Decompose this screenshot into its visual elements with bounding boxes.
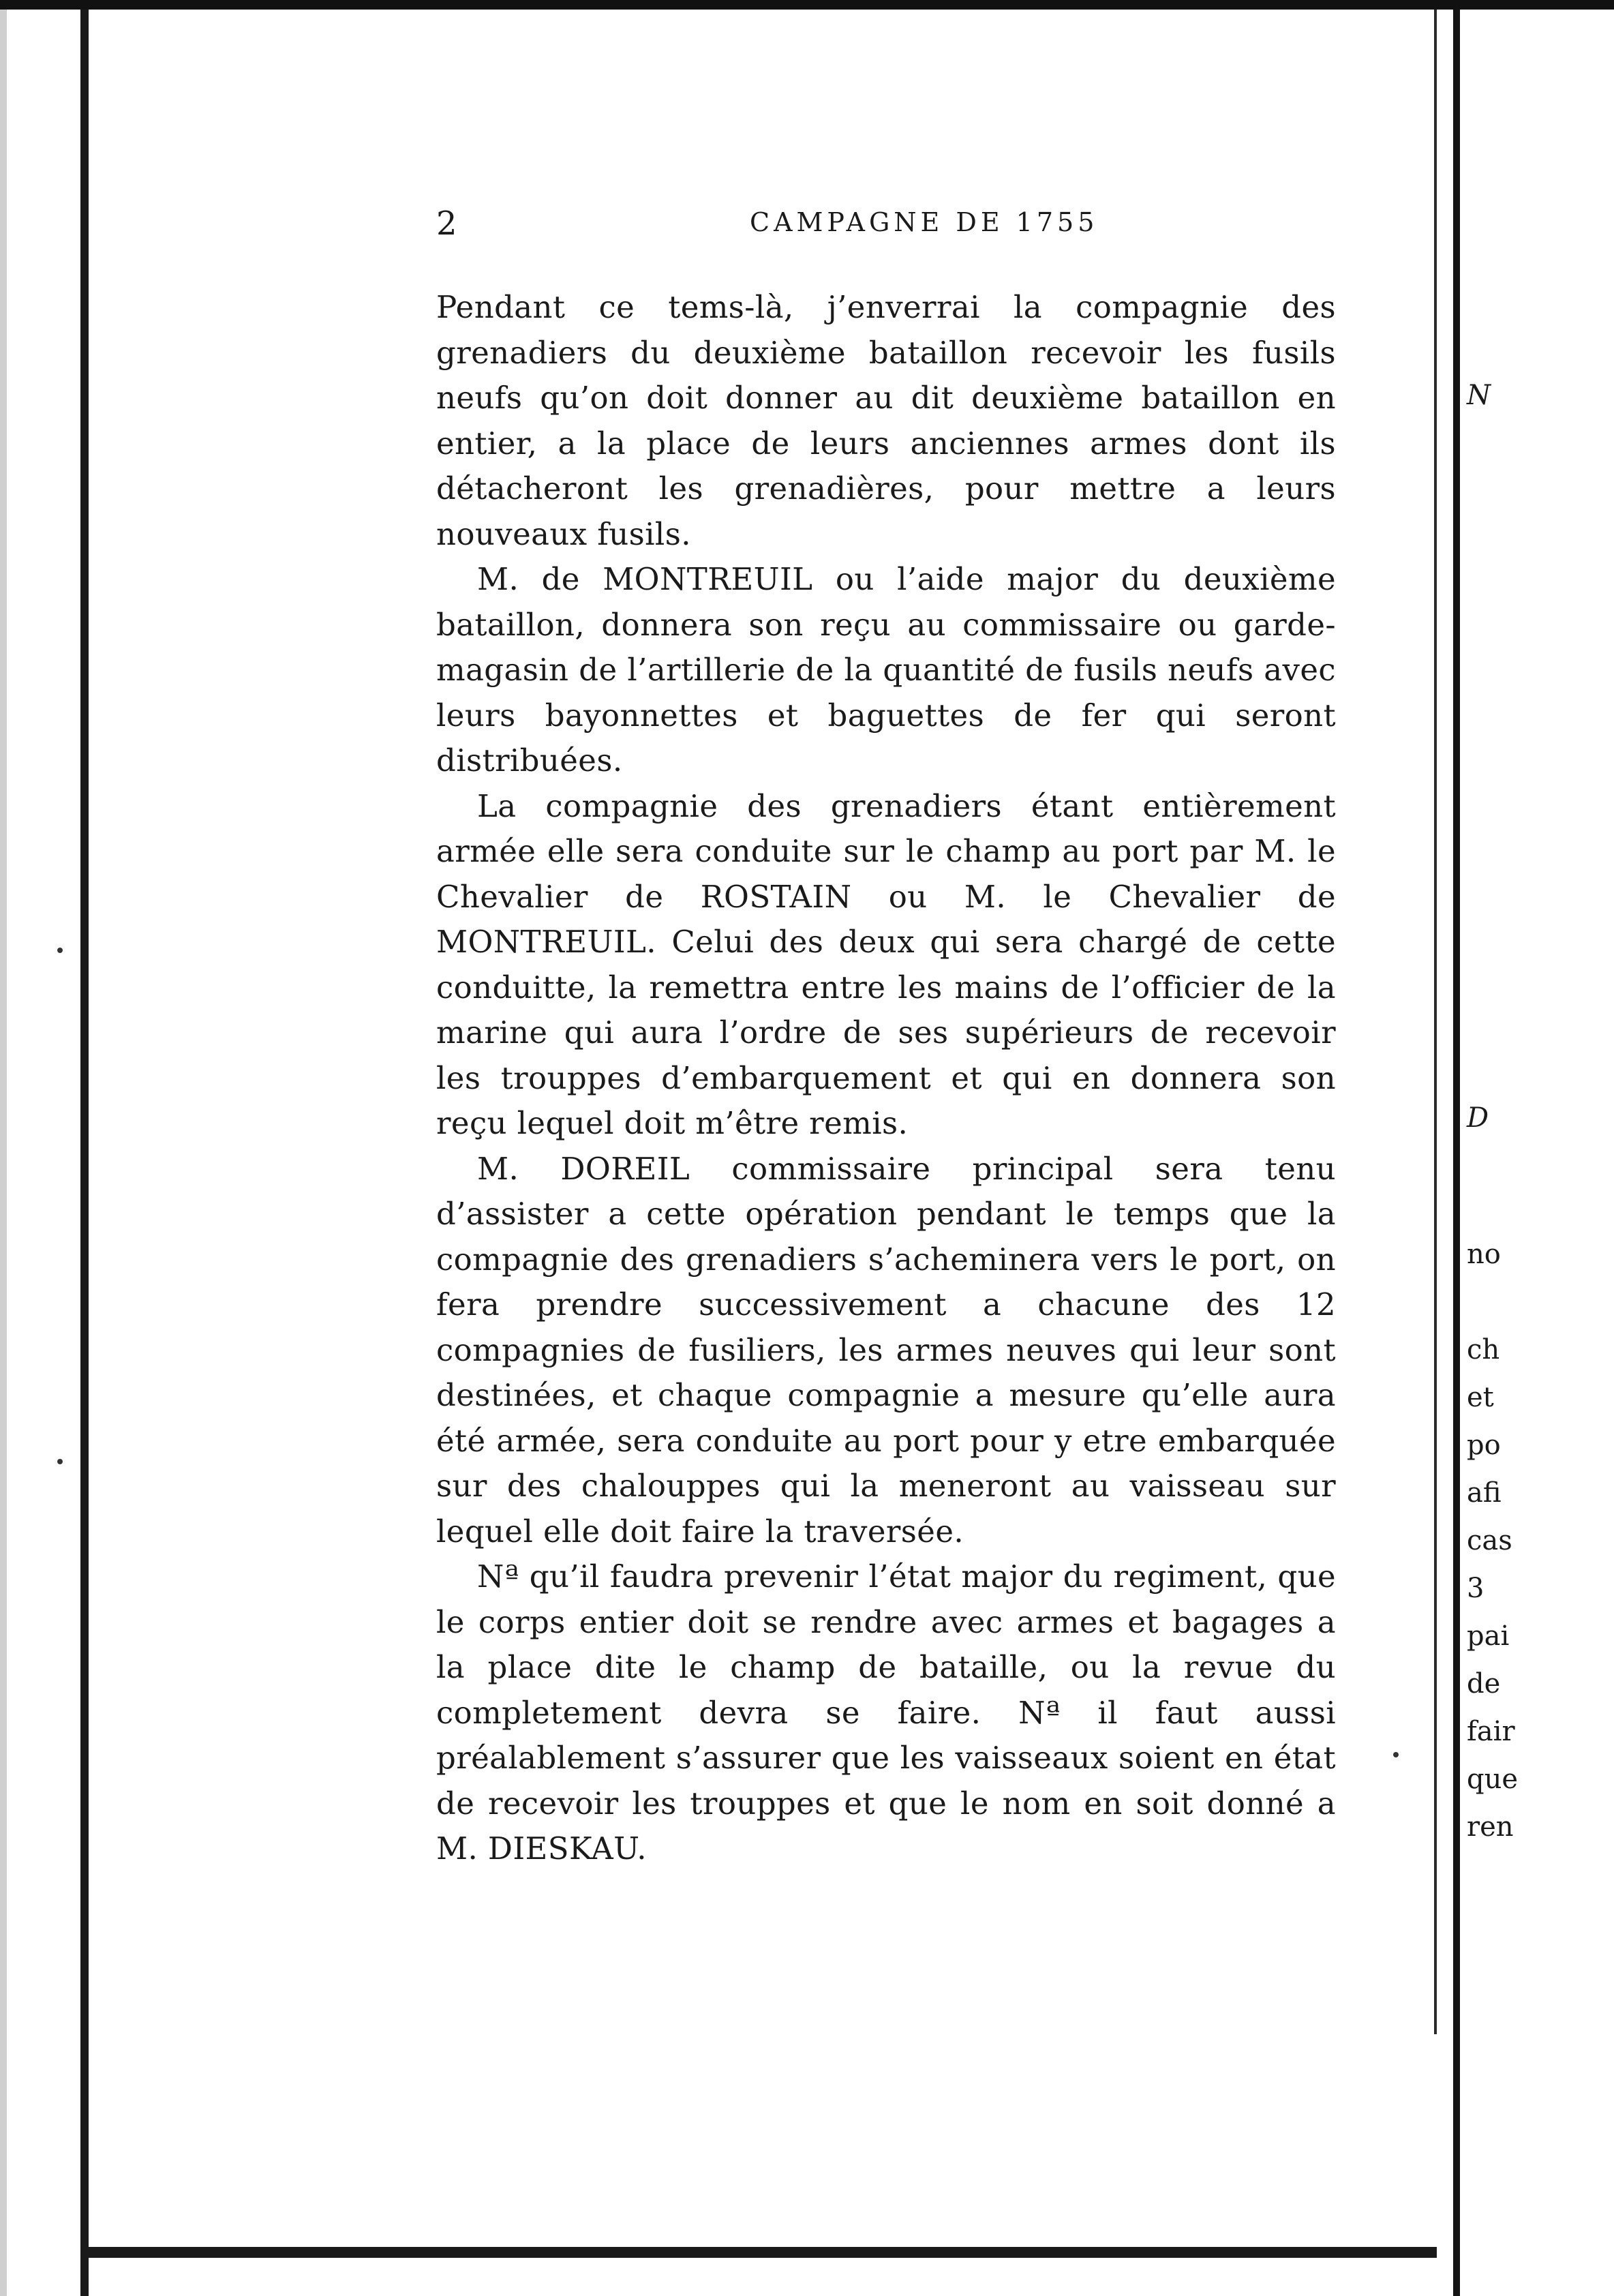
paragraph: M. DOREIL commissaire principal sera tenu d’assister a cette opération pendant le temps que la compagnie des grenadiers s’acheminera vers le port, on fera prendre successivement a chacune des 12 compagnies de fusiliers, les armes neuves qui leur sont destinées, et chaque compagnie a mesure qu’elle aura été armée, sera conduite au port pour y etre embarquée sur des chalouppes qui la meneront au vaisseau sur lequel elle doit faire la traversée. [436,1150,1336,1550]
scan-speck [1393,1752,1399,1757]
paragraph: M. de MONTREUIL ou l’aide major du deuxième bataillon, donnera son reçu au commissaire ou garde-magasin de l’artillerie de la quantité de fusils neufs avec leurs bayonnettes et baguettes de fer qui seront distribuées. [436,561,1336,779]
facing-page-fragment: D [1467,1102,1489,1134]
facing-page-fragment: pai [1467,1620,1510,1652]
page-bottom-edge [87,2247,1437,2258]
facing-page-fragment: que [1467,1764,1519,1795]
scan-top-border [0,0,1614,10]
page-edge [1434,10,1437,2034]
scan-margin [0,0,80,2296]
facing-page-fragment: po [1467,1430,1501,1461]
facing-page-fragment: no [1467,1239,1501,1270]
facing-page-fragment: cas [1467,1525,1512,1556]
facing-page-fragment: 3 [1467,1573,1484,1604]
scan-speck [57,948,63,953]
page-number: 2 [436,205,460,243]
body-text [436,285,1336,1872]
facing-page-fragment: afi [1467,1477,1502,1509]
paragraph: La compagnie des grenadiers étant entièrement armée elle sera conduite sur le champ au port par M. le Chevalier de ROSTAIN ou M. le Chevalier de MONTREUIL. Celui des deux qui sera chargé de cette conduitte, la remettra entre les mains de l’officier de la marine qui aura l’ordre de ses supérieurs de recevoir les trouppes d’embarquement et qui en donnera son reçu lequel doit m’être remis. [436,787,1336,1141]
paragraph: Pendant ce tems-là, j’enverrai la compagnie des grenadiers du deuxième bataillon recevoir les fusils neufs qu’on doit donner au dit deuxième bataillon en entier, a la place de leurs anciennes armes dont ils détacheront les grenadières, pour mettre a leurs nouveaux fusils. [436,289,1336,552]
scan-edge [0,0,7,2296]
running-title: CAMPAGNE DE 1755 [750,207,1099,237]
book-page [436,205,1336,1872]
facing-page-fragment: fair [1467,1716,1515,1747]
book-spine [1453,10,1460,2296]
facing-page-fragment: de [1467,1668,1501,1700]
facing-page [1460,10,1614,2296]
facing-page-fragment: et [1467,1382,1494,1413]
paragraph: Nª qu’il faudra prevenir l’état major du regiment, que le corps entier doit se rendre avec armes et bagages a la place dite le champ de bataille, ou la revue du completement devra se faire. Nª il faut aussi préalablement s’assurer que les vaisseaux soient en état de recevoir les trouppes et que le nom en soit donné a M. DIESKAU. [436,1558,1336,1867]
facing-page-fragment: ren [1467,1811,1514,1843]
binding-shadow [80,10,89,2296]
facing-page-fragment: N [1467,380,1491,411]
running-head [436,205,1336,259]
scan-speck [57,1459,63,1464]
facing-page-fragment: ch [1467,1334,1500,1365]
